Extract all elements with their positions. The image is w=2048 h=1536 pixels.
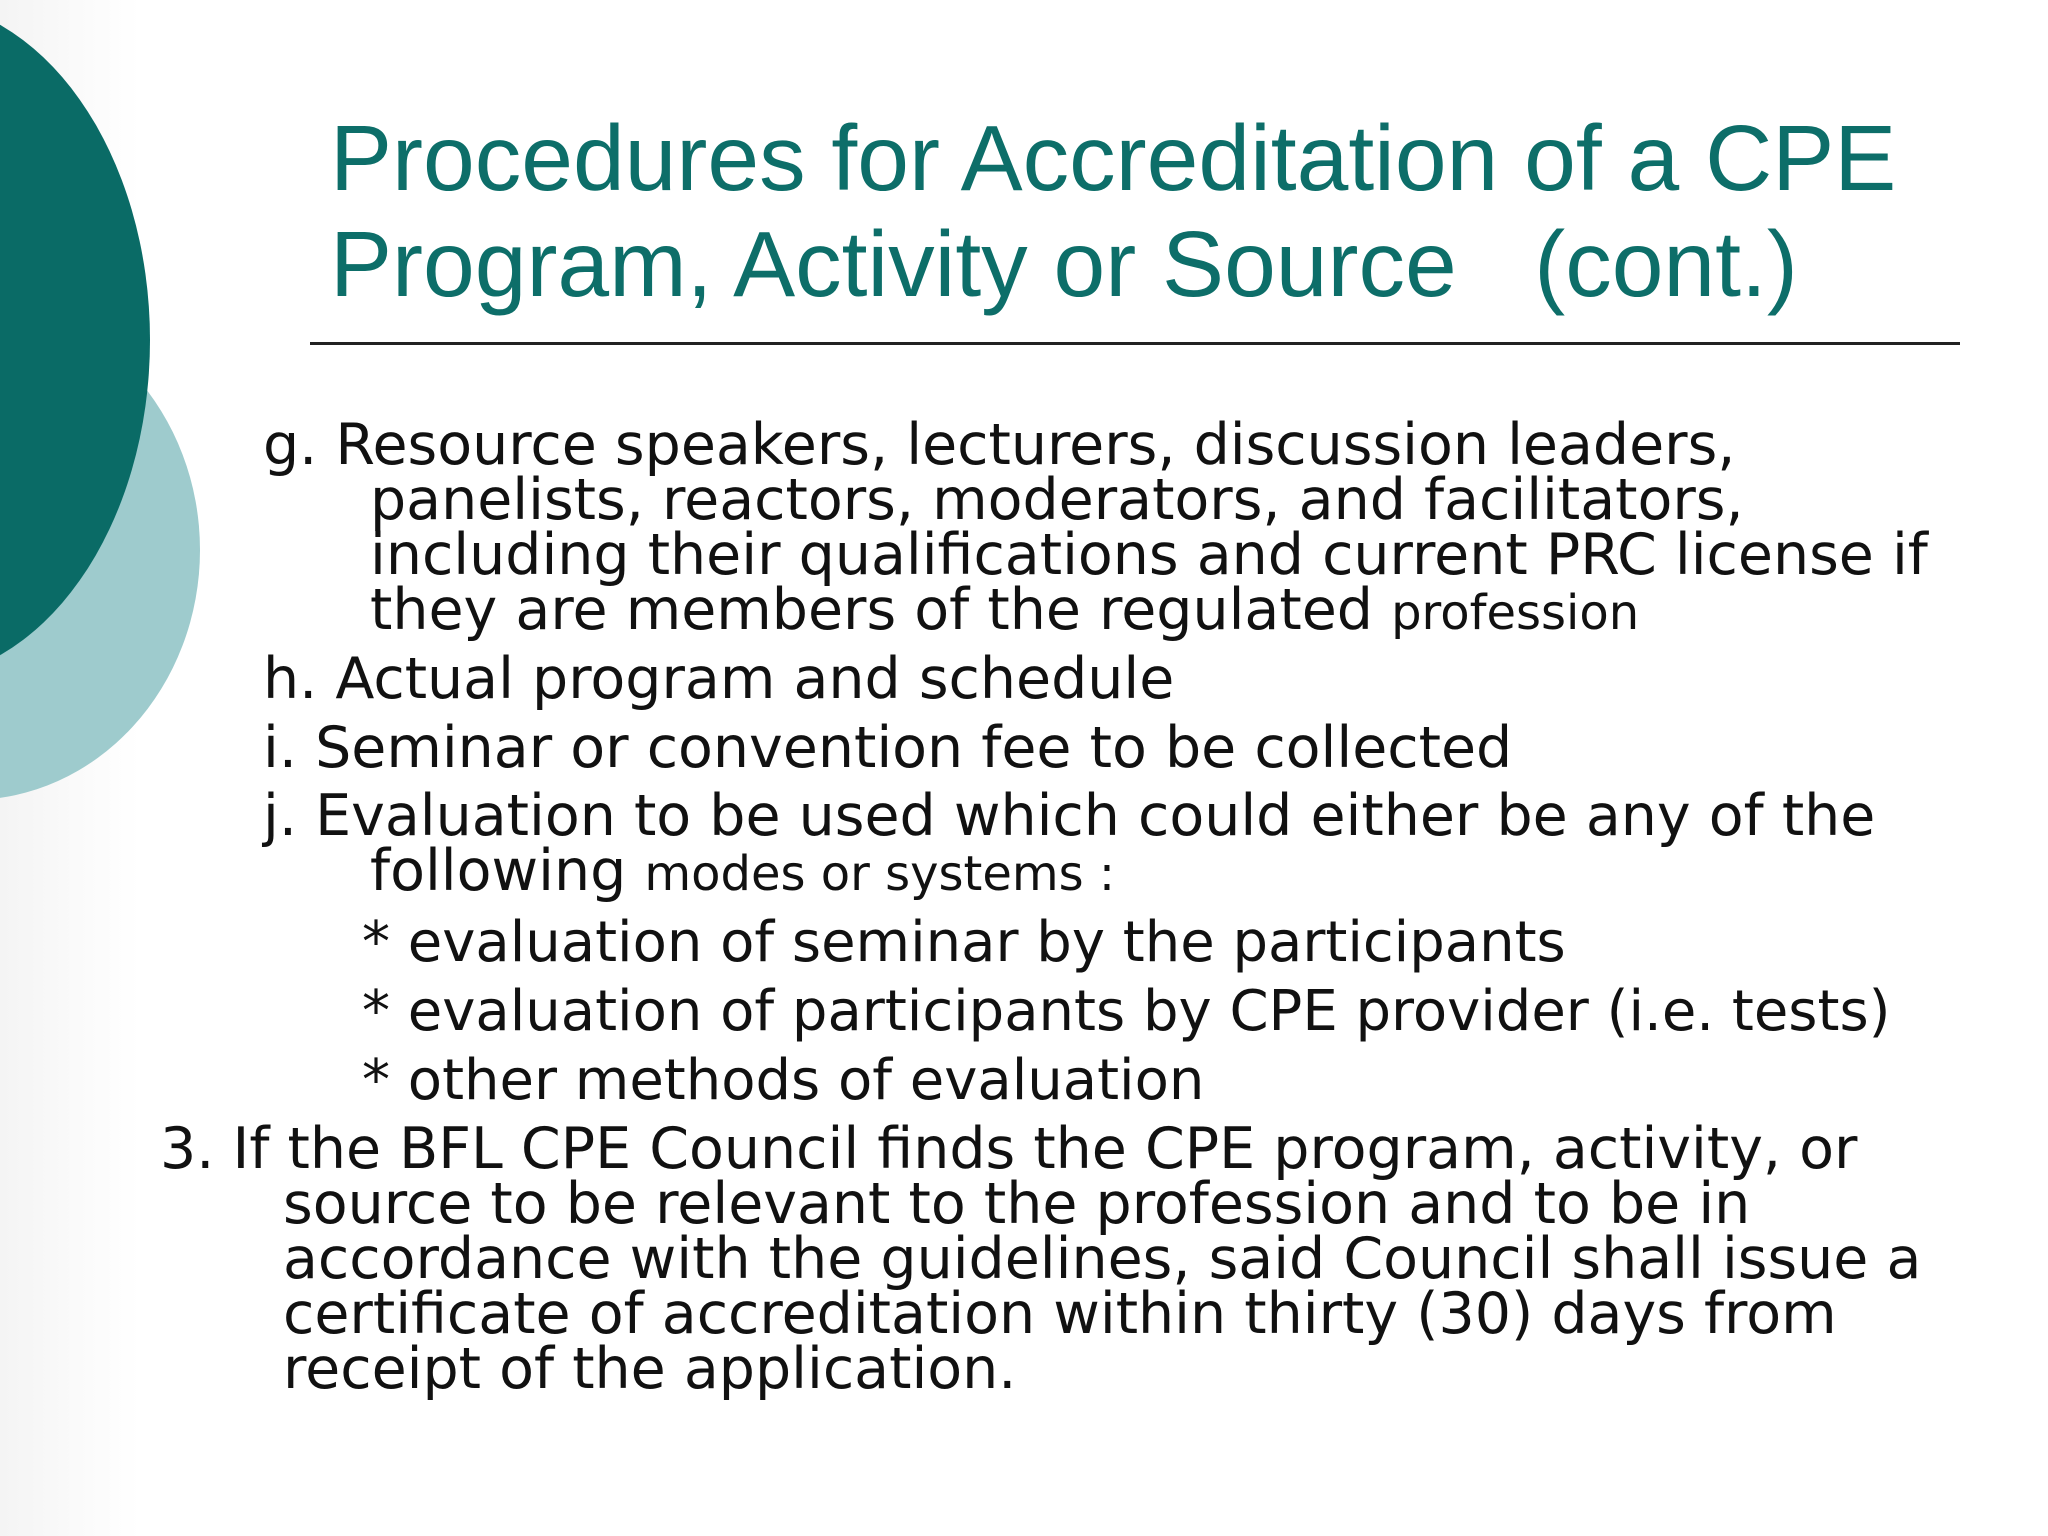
item-3-line-3: accordance with the guidelines, said Council shall issue a — [283, 1226, 1922, 1292]
item-g-line-2: panelists, reactors, moderators, and facilitators, — [370, 467, 1744, 533]
item-g-line-4 — [263, 577, 1928, 643]
slide-title-line-1: Procedures for Accreditation of a CPE — [330, 106, 1897, 210]
list-item-i: i. Seminar or convention fee to be collected — [263, 715, 1513, 781]
list-item-h: h. Actual program and schedule — [263, 646, 1175, 712]
item-j-line-2 — [263, 838, 1875, 904]
item-g-line-4-small: profession — [1391, 585, 1640, 641]
item-j-line-1: j. Evaluation to be used which could either be any of the — [263, 783, 1876, 849]
list-item-3 — [160, 1116, 1922, 1402]
bullet-item-3: * other methods of evaluation — [362, 1048, 1205, 1113]
item-j-line-2-small: modes or systems : — [644, 846, 1116, 902]
item-g-line-4-main: they are members of the regulated — [370, 577, 1392, 643]
bullet-item-2: * evaluation of participants by CPE provider (i.e. tests) — [362, 979, 1891, 1044]
item-3-line-1: 3. If the BFL CPE Council finds the CPE program, activity, or — [160, 1116, 1858, 1182]
list-item-j — [263, 783, 1876, 904]
slide-title-line-2: Program, Activity or Source (cont.) — [330, 212, 1798, 316]
item-3-line-5: receipt of the application. — [283, 1336, 1017, 1402]
item-j-line-2-main: following — [370, 838, 645, 904]
item-3-line-2: source to be relevant to the profession and to be in — [283, 1171, 1751, 1237]
item-g-line-1: g. Resource speakers, lecturers, discussion leaders, — [263, 412, 1736, 478]
item-3-line-4: certificate of accreditation within thirty (30) days from — [283, 1281, 1837, 1347]
item-g-line-3: including their qualifications and current PRC license if — [370, 522, 1928, 588]
list-item-g — [263, 412, 1928, 643]
bullet-item-1: * evaluation of seminar by the participants — [362, 910, 1566, 975]
